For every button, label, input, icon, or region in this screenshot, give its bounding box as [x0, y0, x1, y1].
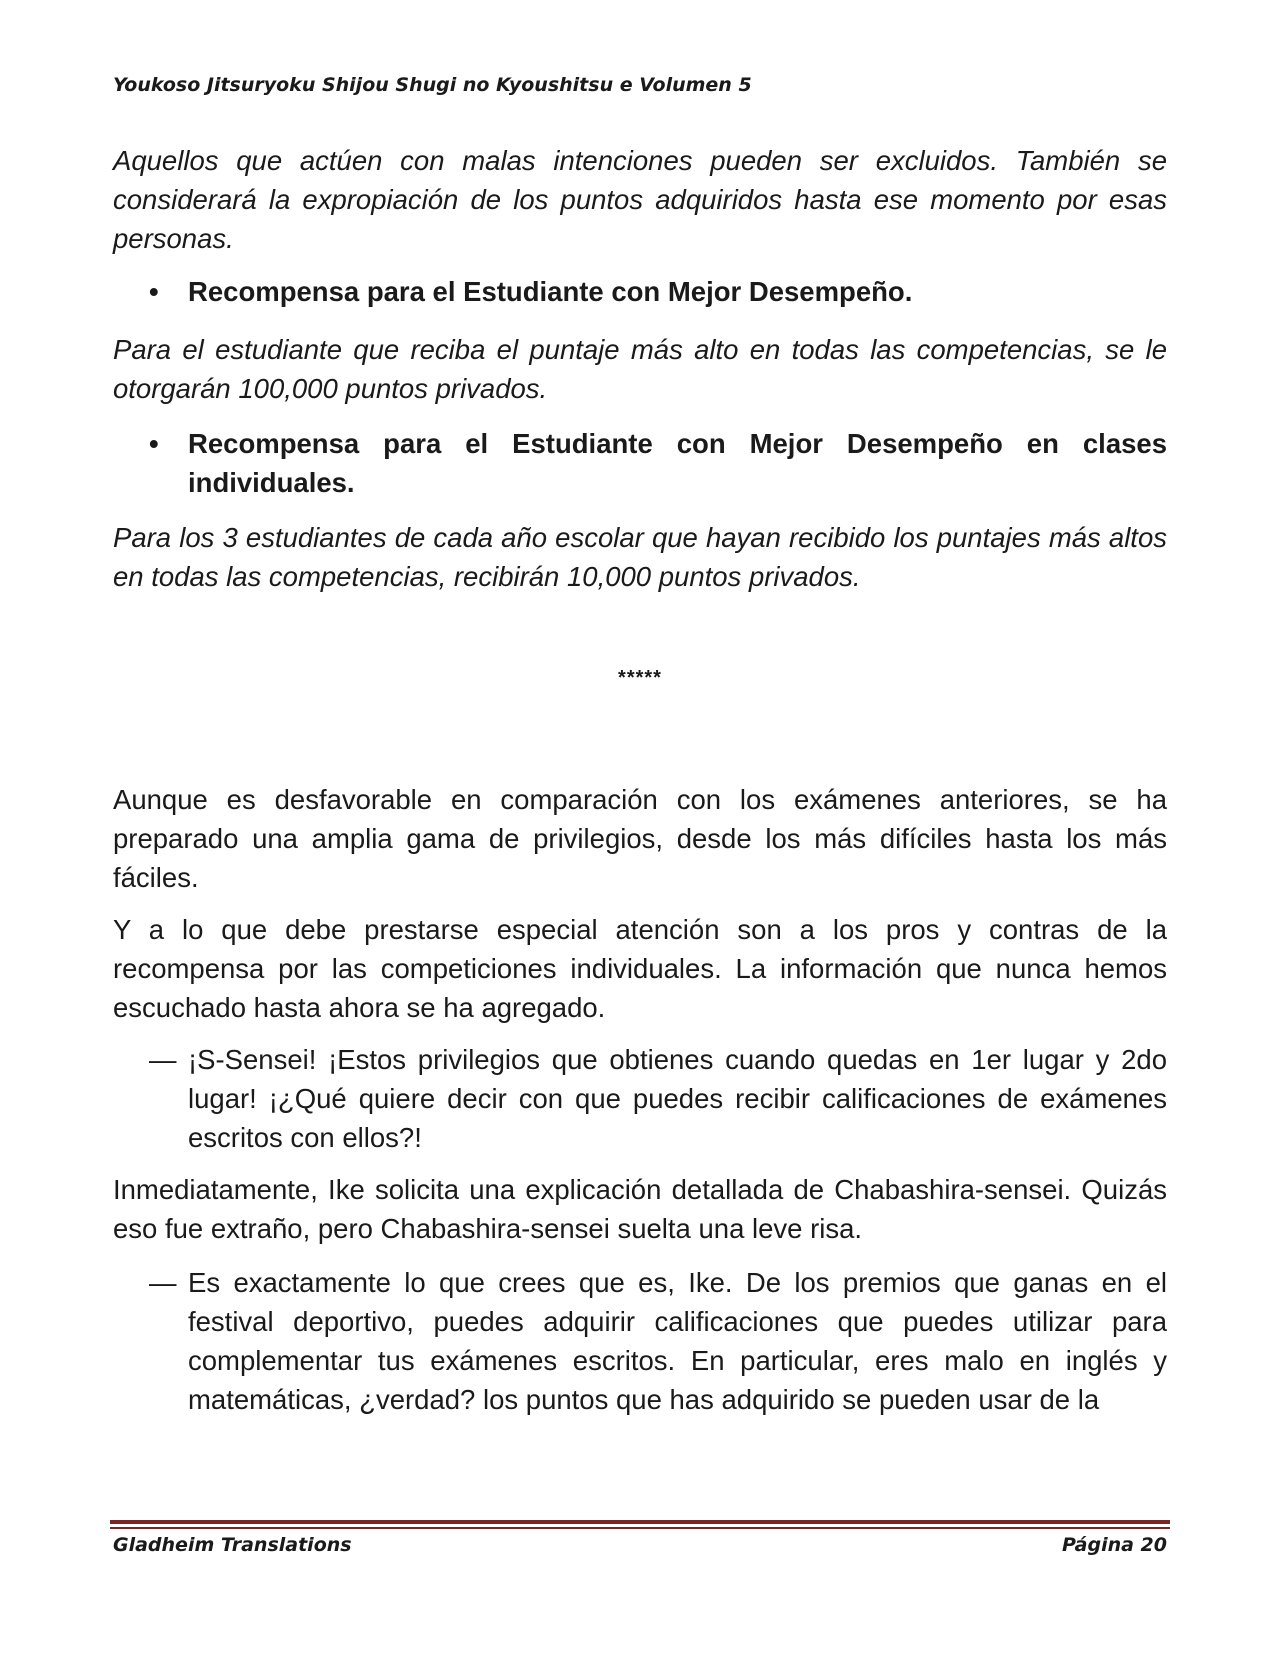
paragraph-pros-cons: Y a lo que debe prestarse especial atención son a los pros y contras de la recompensa por las competiciones individuales. La información que nunca hemos escuchado hasta ahora se ha agregado.: [113, 914, 1167, 1023]
section-separator: *****: [618, 667, 662, 689]
paragraph-privileges: Aunque es desfavorable en comparación con los exámenes anteriores, se ha preparado una amplia gama de privilegios, desde los más difíciles hasta los más fáciles.: [113, 784, 1167, 893]
dialog-dash: —: [149, 1044, 177, 1075]
paragraph-best-student-reward: Para el estudiante que reciba el puntaje más alto en todas las competencias, se le otorgarán 100,000 puntos privados.: [113, 334, 1167, 404]
footer-divider-thick: [110, 1520, 1170, 1524]
page-header-title: Youkoso Jitsuryoku Shijou Shugi no Kyoushitsu e Volumen 5: [113, 74, 752, 96]
bullet-dot: •: [149, 428, 159, 459]
footer-page-number: Página 20: [1061, 1534, 1167, 1556]
bullet-best-student-text: Recompensa para el Estudiante con Mejor Desempeño.: [188, 276, 913, 307]
footer-divider-thin: [110, 1527, 1170, 1529]
paragraph-ike-request: Inmediatamente, Ike solicita una explicación detallada de Chabashira-sensei. Quizás eso fue extraño, pero Chabashira-sensei suelta una leve risa.: [113, 1174, 1167, 1244]
paragraph-individual-reward: Para los 3 estudiantes de cada año escolar que hayan recibido los puntajes más altos en todas las competencias, recibirán 10,000 puntos privados.: [113, 522, 1167, 592]
paragraph-exclusion: Aquellos que actúen con malas intenciones pueden ser excluidos. También se considerará la expropiación de los puntos adquiridos hasta ese momento por esas personas.: [113, 145, 1167, 254]
dialog-sensei-text: ¡S-Sensei! ¡Estos privilegios que obtienes cuando quedas en 1er lugar y 2do lugar! ¡¿Qué quiere decir con que puedes recibir calificaciones de exámenes escritos con ellos?!: [188, 1044, 1167, 1153]
footer-translator: Gladheim Translations: [113, 1534, 352, 1556]
bullet-best-individual-text: Recompensa para el Estudiante con Mejor Desempeño en clases individuales.: [188, 428, 1167, 498]
dialog-chabashira-text: Es exactamente lo que crees que es, Ike. De los premios que ganas en el festival deportivo, puedes adquirir calificaciones que puedes utilizar para complementar tus exámenes escritos. En particular, eres malo en inglés y matemáticas, ¿verdad? los puntos que has adquirido se pueden usar de la: [188, 1267, 1167, 1415]
bullet-dot: •: [149, 276, 159, 307]
dialog-dash: —: [149, 1267, 177, 1298]
